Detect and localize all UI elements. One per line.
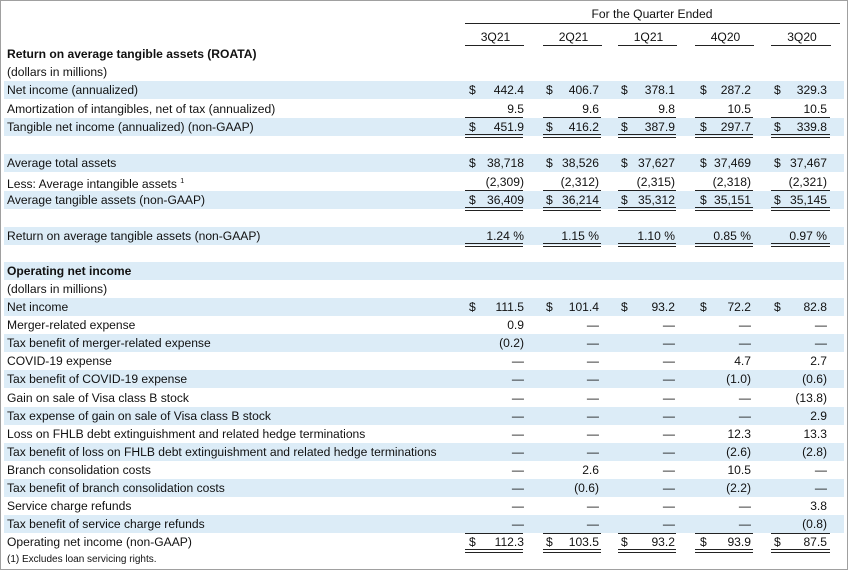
table-row (4, 443, 844, 461)
table-row (4, 173, 844, 191)
value-cell: — (586, 318, 599, 333)
row-label-text: Tax benefit of branch consolidation costs (7, 481, 225, 495)
row-label-text: Less: Average intangible assets (7, 176, 177, 191)
value-cell: — (511, 481, 524, 495)
value-cell: 35,151 (714, 193, 751, 207)
units-row (4, 63, 844, 81)
value-cell: — (738, 336, 751, 351)
units-label (7, 280, 107, 298)
dollar-sign: $ (621, 535, 628, 550)
row-label-text: Operating net income (7, 264, 132, 278)
value-cell: 4.7 (734, 354, 751, 369)
value-cell: 2.7 (810, 354, 827, 369)
value-cell: — (586, 444, 599, 459)
value-cell: — (738, 390, 751, 405)
row-label (7, 497, 131, 515)
section-title-row (4, 262, 844, 280)
value-cell: (13.8) (795, 390, 827, 405)
row-label-text: Net income (7, 300, 69, 314)
row-label (7, 389, 189, 407)
value-cell: 37,467 (790, 156, 827, 170)
row-label (7, 173, 184, 191)
value-cell: 38,526 (562, 156, 599, 170)
dollar-sign: $ (469, 156, 476, 170)
row-label-text: Tax benefit of merger-related expense (7, 336, 211, 351)
row-label (7, 407, 271, 425)
value-cell: (2,312) (560, 174, 599, 189)
dollar-sign: $ (774, 120, 781, 134)
row-label-text: Return on average tangible assets (ROATA) (7, 47, 257, 61)
dollar-sign: $ (469, 535, 476, 550)
dollar-sign: $ (469, 120, 476, 134)
section-title (7, 262, 131, 280)
value-cell: — (814, 318, 827, 333)
value-cell: — (814, 462, 827, 477)
value-cell: — (511, 499, 524, 514)
table-row (4, 81, 844, 99)
dollar-sign: $ (546, 120, 553, 134)
subtotal-rule (543, 533, 601, 534)
value-cell: — (511, 426, 524, 441)
row-label (7, 316, 135, 334)
value-cell: 36,214 (562, 193, 599, 207)
value-cell: — (586, 390, 599, 405)
row-label (7, 334, 211, 352)
value-cell: 0.9 (507, 318, 524, 333)
value-cell: — (511, 354, 524, 369)
footnote-marker: 1 (180, 177, 185, 185)
value-cell: 93.2 (651, 300, 675, 314)
row-label (7, 118, 254, 136)
value-cell: 287.2 (720, 83, 751, 97)
row-label-text: Net income (annualized) (7, 83, 139, 97)
value-cell: 1.10 % (637, 229, 675, 243)
value-cell: 297.7 (720, 120, 751, 134)
table-row (4, 352, 844, 370)
value-cell: 3.8 (810, 499, 827, 514)
value-cell: — (662, 499, 675, 514)
value-cell: — (586, 372, 599, 387)
row-label-text: Loss on FHLB debt extinguishment and related hedge terminations (7, 426, 366, 441)
value-cell: — (738, 408, 751, 423)
value-cell: — (662, 481, 675, 495)
row-label (7, 100, 275, 118)
table-row (4, 533, 844, 551)
table-row (4, 389, 844, 407)
row-label (7, 533, 192, 551)
dollar-sign: $ (546, 156, 553, 170)
value-cell: 37,627 (638, 156, 675, 170)
value-cell: 38,718 (487, 156, 524, 170)
total-double-rule (465, 549, 523, 553)
value-cell: 103.5 (568, 535, 599, 550)
value-cell: (0.6) (574, 481, 599, 495)
dollar-sign: $ (621, 83, 628, 97)
value-cell: — (586, 336, 599, 351)
dollar-sign: $ (700, 193, 707, 207)
dollar-sign: $ (774, 535, 781, 550)
value-cell: 416.2 (568, 120, 599, 134)
row-label-text: Operating net income (non-GAAP) (7, 535, 192, 550)
dollar-sign: $ (774, 300, 781, 314)
table-row (4, 515, 844, 533)
row-label-text: Return on average tangible assets (non-GAAP) (7, 229, 261, 243)
value-cell: 82.8 (803, 300, 827, 314)
dollar-sign: $ (621, 300, 628, 314)
value-cell: — (662, 336, 675, 351)
total-double-rule (771, 549, 830, 553)
row-label-text: Tax expense of gain on sale of Visa class B stock (7, 408, 271, 423)
row-label (7, 461, 151, 479)
section-title (7, 45, 257, 63)
value-cell: 36,409 (487, 193, 524, 207)
value-cell: — (586, 517, 599, 532)
value-cell: — (814, 336, 827, 351)
row-label-text: Average tangible assets (non-GAAP) (7, 193, 206, 207)
value-cell: — (511, 462, 524, 477)
value-cell: 93.9 (727, 535, 751, 550)
row-label-text: Gain on sale of Visa class B stock (7, 390, 189, 405)
value-cell: 10.5 (727, 101, 751, 116)
value-cell: 35,312 (638, 193, 675, 207)
table-row (4, 407, 844, 425)
dollar-sign: $ (546, 535, 553, 550)
row-label (7, 352, 112, 370)
value-cell: 387.9 (644, 120, 675, 134)
value-cell: — (511, 390, 524, 405)
value-cell: 72.2 (727, 300, 751, 314)
value-cell: 9.5 (507, 101, 524, 116)
dollar-sign: $ (700, 535, 707, 550)
value-cell: 442.4 (493, 83, 524, 97)
dollar-sign: $ (621, 120, 628, 134)
units-label (7, 63, 107, 81)
value-cell: — (586, 499, 599, 514)
ratio-row (4, 227, 844, 245)
row-label (7, 370, 187, 388)
column-header: 3Q20 (787, 30, 817, 44)
dollar-sign: $ (621, 156, 628, 170)
value-cell: 2.6 (582, 462, 599, 477)
dollar-sign: $ (469, 83, 476, 97)
table-row (4, 425, 844, 443)
dollar-sign: $ (621, 193, 628, 207)
row-label (7, 479, 225, 497)
value-cell: (0.6) (802, 372, 827, 387)
spacer-row (4, 136, 844, 154)
table-row (4, 461, 844, 479)
row-label-text: Average total assets (7, 156, 117, 170)
dollar-sign: $ (700, 300, 707, 314)
subtotal-rule (465, 533, 523, 534)
row-label-text: Tangible net income (annualized) (non-GAAP) (7, 120, 254, 134)
dollar-sign: $ (546, 83, 553, 97)
period-title-rule (465, 23, 840, 24)
row-label (7, 191, 205, 209)
value-cell: 0.85 % (713, 229, 751, 243)
row-label-text: Tax benefit of COVID-19 expense (7, 372, 188, 387)
row-label-text: (dollars in millions) (7, 65, 108, 79)
total-double-rule (695, 549, 753, 553)
value-cell: (2,318) (712, 174, 751, 189)
value-cell: — (586, 408, 599, 423)
row-label-text: Amortization of intangibles, net of tax (annualized) (7, 101, 276, 116)
subtotal-rule (695, 533, 753, 534)
value-cell: 9.8 (658, 101, 675, 116)
row-label (7, 298, 68, 316)
value-cell: 111.5 (495, 300, 524, 314)
dollar-sign: $ (700, 156, 707, 170)
value-cell: — (586, 426, 599, 441)
table-row (4, 334, 844, 352)
value-cell: — (511, 408, 524, 423)
dollar-sign: $ (469, 300, 476, 314)
value-cell: 2.9 (810, 408, 827, 423)
value-cell: — (586, 354, 599, 369)
value-cell: — (662, 426, 675, 441)
dollar-sign: $ (774, 156, 781, 170)
value-cell: — (511, 372, 524, 387)
value-cell: — (738, 517, 751, 532)
table-row (4, 154, 844, 172)
value-cell: 101.4 (568, 300, 599, 314)
section-title-row (4, 45, 844, 63)
table-row (4, 298, 844, 316)
dollar-sign: $ (469, 193, 476, 207)
value-cell: — (662, 372, 675, 387)
value-cell: — (814, 481, 827, 495)
value-cell: — (738, 318, 751, 333)
row-label-text: (dollars in millions) (7, 282, 108, 296)
value-cell: 329.3 (796, 83, 827, 97)
value-cell: — (662, 390, 675, 405)
dollar-sign: $ (546, 300, 553, 314)
row-label (7, 425, 365, 443)
total-double-rule (618, 549, 676, 553)
value-cell: — (511, 517, 524, 532)
table-row (4, 479, 844, 497)
value-cell: — (511, 444, 524, 459)
value-cell: 35,145 (790, 193, 827, 207)
dollar-sign: $ (546, 193, 553, 207)
subtotal-rule (618, 533, 676, 534)
table-row (4, 370, 844, 388)
value-cell: — (662, 517, 675, 532)
value-cell: 10.5 (727, 462, 751, 477)
value-cell: (2,309) (485, 174, 524, 189)
value-cell: 37,469 (714, 156, 751, 170)
column-header: 2Q21 (558, 30, 589, 44)
row-label-text: Branch consolidation costs (7, 462, 151, 477)
table-row (4, 497, 844, 515)
dollar-sign: $ (774, 193, 781, 207)
value-cell: — (662, 354, 675, 369)
value-cell: (2.2) (726, 481, 751, 495)
row-label-text: Merger-related expense (7, 318, 136, 333)
value-cell: (0.8) (802, 517, 827, 532)
value-cell: 13.3 (803, 426, 827, 441)
row-label-text: Tax benefit of service charge refunds (7, 517, 205, 532)
table-row (4, 191, 844, 209)
value-cell: (1.0) (726, 372, 751, 387)
dollar-sign: $ (700, 83, 707, 97)
row-label-text: Service charge refunds (7, 499, 132, 514)
column-header: 1Q21 (633, 30, 664, 44)
total-double-rule (543, 549, 601, 553)
value-cell: (2.8) (802, 444, 827, 459)
row-label (7, 81, 138, 99)
value-cell: (2,315) (636, 174, 675, 189)
value-cell: 378.1 (644, 83, 675, 97)
value-cell: 451.9 (493, 120, 524, 134)
value-cell: — (662, 408, 675, 423)
value-cell: — (738, 499, 751, 514)
units-row (4, 280, 844, 298)
value-cell: 1.24 % (486, 229, 524, 243)
row-label-text: Tax benefit of loss on FHLB debt extinguishment and related hedge terminations (7, 444, 437, 459)
dollar-sign: $ (774, 83, 781, 97)
value-cell: 9.6 (582, 101, 599, 116)
value-cell: 87.5 (803, 535, 827, 550)
footnote: (1) Excludes loan servicing rights. (7, 554, 157, 565)
value-cell: 10.5 (803, 101, 827, 116)
value-cell: 0.97 % (789, 229, 827, 243)
value-cell: (2.6) (726, 444, 751, 459)
row-label (7, 515, 205, 533)
value-cell: (2,321) (788, 174, 827, 189)
value-cell: (0.2) (499, 336, 524, 351)
value-cell: — (662, 444, 675, 459)
row-label (7, 443, 437, 461)
column-header: 4Q20 (710, 30, 741, 44)
value-cell: 12.3 (727, 426, 751, 441)
value-cell: — (662, 462, 675, 477)
period-title: For the Quarter Ended (591, 7, 713, 21)
value-cell: 339.8 (796, 120, 827, 134)
dollar-sign: $ (700, 120, 707, 134)
column-header: 3Q21 (480, 30, 511, 44)
value-cell: 406.7 (568, 83, 599, 97)
spacer-row (4, 245, 844, 263)
table-row (4, 316, 844, 334)
row-label (7, 227, 260, 245)
subtotal-rule (771, 533, 830, 534)
row-label (7, 154, 116, 172)
table-row (4, 100, 844, 118)
table-row (4, 118, 844, 136)
value-cell: 93.2 (651, 535, 675, 550)
value-cell: — (662, 318, 675, 333)
row-label-text: COVID-19 expense (7, 354, 112, 369)
value-cell: 112.3 (494, 535, 524, 550)
spacer-row (4, 209, 844, 227)
value-cell: 1.15 % (561, 229, 599, 243)
